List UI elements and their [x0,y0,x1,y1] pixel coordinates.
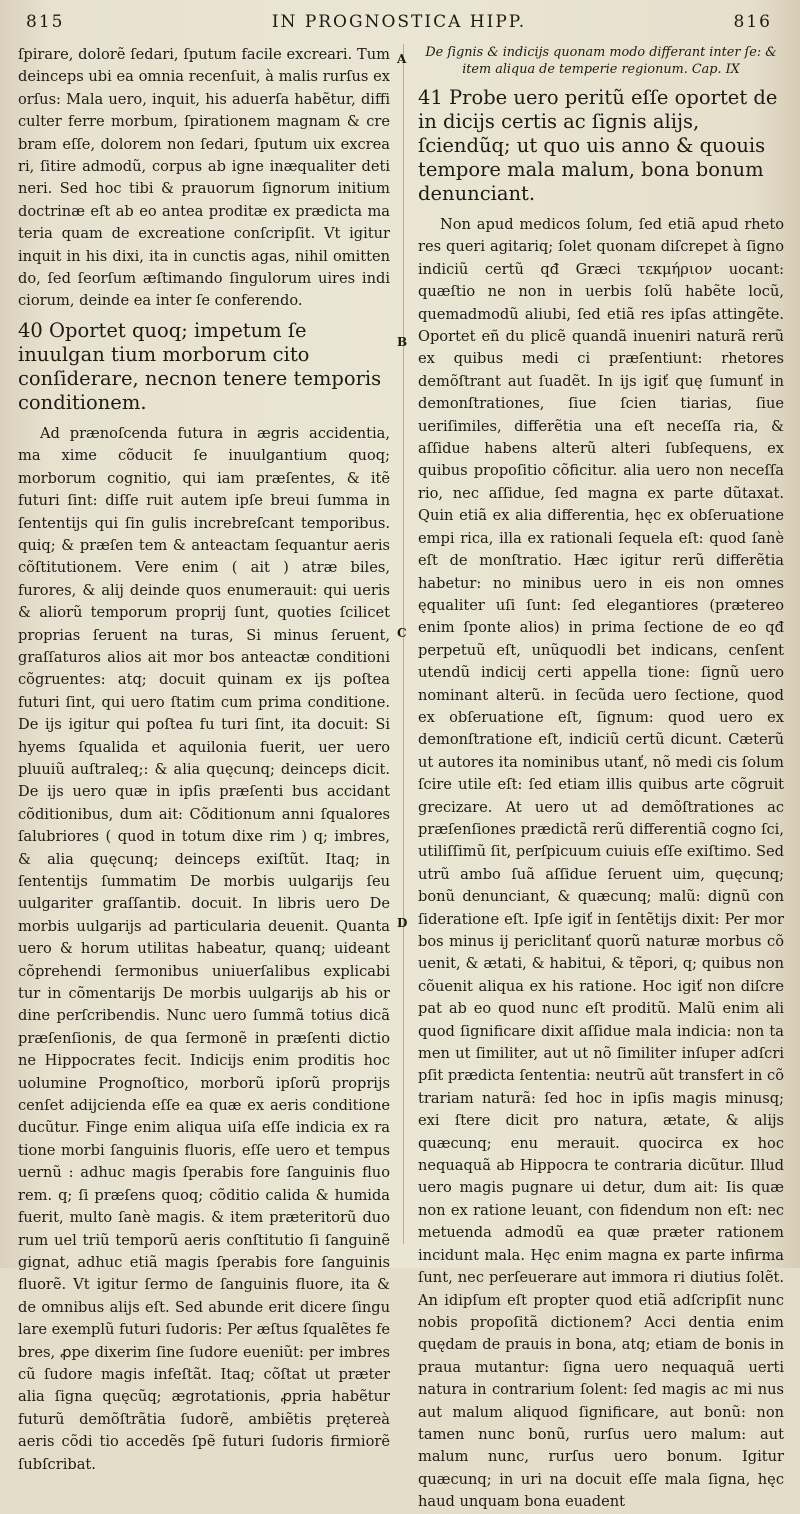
margin-marker-c: C [397,626,407,640]
margin-marker-d: D [397,916,408,930]
left-paragraph-1: ſpirare, dolorẽ ſedari, ſputum facile excreari. Tum deinceps ubi ea omnia recenſuit, à malis rurſus ex orſus: Mala uero, inquit, his aduerſa habẽtur, diffi culter ferre morbum, ſpirationem magnam & cre bram eſſe, dolorem non ſedari, ſputum uix excrea ri, ſitire admodũ, corpus ab igne inæqualiter deti neri. Sed hoc tibi & prauorum ſignorum initium doctrinæ eſt ab eo antea proditæ ex prædicta ma teria quam de excreatione conſcripſit. Vt igitur inquit in his dixi, ita in cunctis agas, nihil omitten do, ſed ſeorſum æſtimando ſingulorum uires indi ciorum, deinde ea inter ſe conferendo. [18,46,390,310]
right-paragraph-1: Non apud medicos ſolum, ſed etiã apud rheto res queri agitariq; ſolet quonam diſcrepet à ſigno indiciũ certũ qđ Græci τεκμήριον uocant: quæſtio ne non in uerbis ſolũ habẽte locũ, quemadmodũ aliubi, ſed etiã res ipſas attingẽte. Oportet eñ du plicẽ quandã inueniri naturã rerũ ex quibus medi ci præſentiunt: rhetores demõſtrant aut ſuadẽt. In ijs igiť quę ſumunť in demonſtrationes, ſiue ſcien tiarias, ſiue ueriſimiles, differẽtia una eſt neceſſa ria, & aſſidue habens alterũ alteri ſubſequens, ex quibus propoſitio cõficitur. alia uero non neceſſa rio, nec aſſidue, ſed magna ex parte dũtaxat. Quin etiã ex alia differentia, hęc ex obſeruatione empi rica, illa ex rationali ſequela eſt: quod ſanè eſt de monſtratio. Hæc igitur rerũ differẽtia habetur: no minibus uero in eis non omnes ęqualiter uſi ſunt: ſed elegantiores (prætereo enim ſponte alios) in prima ſectione de eo qđ perpetuũ eſt, unũquodli bet indicans, cenſent utendũ indicij certi appella tione: ſignũ uero nominant alterũ. in ſecũda uero ſectione, quod ex obſeruatione eſt, ſignum: quod uero ex demonſtratione eſt, indiciũ certũ dicunt. Cæterũ ut autores ita nominibus utanť, nõ medi cis ſolum ſcire utile eſt: ſed etiam illis quibus arte cõgruit grecizare. At uero ut ad demõſtrationes ac præſenſiones prædictã rerũ differentiã cogno ſci, utiliſſimũ ſit, perſpicuum cuiuis eſſe exiſtimo. Sed utrũ ambo ſuã aſſidue ſeruent uim, quęcunq; bonũ denunciant, & quæcunq; malũ: dignũ con ſideratione eſt. Ipſe igiť in ſentẽtijs dixit: Per mor bos minus ij periclitanť quorũ naturæ morbus cõ uenit, & ætati, & habitui, & tẽpori, q; quibus non cõuenit aliqua ex his ratione. Hoc igiť non diſcre pat ab eo quod nunc eſt proditũ. Malũ enim ali quod ſignificare dixit aſſidue mala indicia: non ta men ut ſimiliter, aut ut nõ ſimiliter inſuper adſcri pſit prædicta ſententia: neutrũ aũt transfert in cõ trariam naturã: ſed hoc in ipſis magis minusq; exi ſtere dicit pro natura, ætate, & alijs quæcunq; enu merauit. quocirca ex hoc nequaquã ab Hippocra te contraria dicũtur. Illud uero magis pugnare ui detur, dum ait: Iis quæ non ex ratione leuant, con fidendum non eſt: nec metuenda admodũ ea quæ præter rationem incidunt mala. Hęc enim magna ex parte infirma ſunt, nec perſeuerare aut immora ri diutius ſolẽt. An idipſum eſt propter quod etiã adſcripſit nunc nobis propoſitã dictionem? Acci dentia enim quędam de prauis in bona, atq; etiam de bonis in praua mutantur: ſigna uero nequaquã uerti natura in contrarium ſolent: ſed magis ac mi nus aut malum aliquod ſignificare, aut bonũ: non tamen nunc bonũ, rurſus uero malum: aut malum nunc, rurſus uero bonum. Igitur quæcunq; in uri na docuit eſſe mala ſigna, hęc haud unquam bona euadent [418,216,784,1511]
section-41-heading: 41 Probe uero peritũ eſſe oportet de in dicijs certis ac ſignis alijs, ſciendũq; ut quo uis anno & quouis tempore mala malum, bona bonum denunciant. [418,86,778,205]
page-number-right: 816 [733,12,772,32]
running-title: IN PROGNOSTICA HIPP. [271,12,527,32]
left-column [18,44,390,1473]
running-header [26,12,772,36]
left-paragraph-2: Ad prænoſcenda futura in ægris accidentia, ma xime cõducit ſe inuulgantium quoq; morborum cognitio, qui iam præſentes, & itẽ futuri ſint: diſſe ruit autem ipſe breui ſumma in ſententijs qui ſin gulis increbreſcant temporibus. quiq; & præſen tem & anteactam ſequantur aeris cõſtitutionem. Vere enim ( ait ) atræ biles, furores, & alij deinde quos enumerauit: qui ueris & aliorũ temporum proprij ſunt, quoties ſcilicet proprias ſeruent na turas, Si minus ſeruent, graſſaturos alios ait mor bos anteactæ conditioni cõgruentes: atq; docuit quinam ex ijs poſtea futuri ſint, qui uero ſtatim cum prima conditione. De ijs igitur qui poſtea fu turi ſint, ita docuit: Si hyems ſqualida et aquilonia fuerit, uer uero pluuiũ auſtraleq;: & alia quęcunq; deinceps dicit. De ijs uero quæ in ipſis præſenti bus accidant cõditionibus, dum ait: Cõditionum anni ſqualores ſalubriores ( quod in totum dixe rim ) q; imbres, & alia quęcunq; deinceps exiſtũt. Itaq; in ſententijs ſummatim De morbis uulgarijs ſeu uulgariter graſſantib. docuit. In libris uero De morbis uulgarijs ad particularia deuenit. Quanta uero & horum utilitas habeatur, quanq; uideant cõprehendi ſermonibus uniuerſalibus explicabi tur in cõmentarijs De morbis uulgarijs ab his or dine perſcribendis. Nunc uero ſummã totius dicã præſenſionis, de qua ſermonẽ in præſenti dictio ne Hippocrates fecit. Indicijs enim proditis hoc uolumine Prognoſtico, morborũ ipſorũ proprijs cenſet adijcienda eſſe ea quæ ex aeris conditione ducũtur. Finge enim aliqua uiſa eſſe indicia ex ra tione morbi ſanguinis fluoris, eſſe uero et tempus uernũ : adhuc magis ſperabis fore ſanguinis fluo rem. q; ſi præſens quoq; cõditio calida & humida fuerit, multo ſanè magis. & item præteritorũ duo rum uel triũ temporũ aeris conſtitutio ſi ſanguinẽ gignat, adhuc etiã magis ſperabis fore ſanguinis fluorẽ. Vt igitur ſermo de ſanguinis fluore, ita & de omnibus alijs eſt. Sed abunde erit dicere ſingu lare exemplũ futuri ſudoris: Per æſtus ſqualẽtes fe bres, ꝓpe dixerim ſine ſudore eueniũt: per imbres cũ ſudore magis infeſtãt. Itaq; cõſtat ut præter alia ſigna quęcũq; ægrotationis, ꝓpria habẽtur futurũ demõſtrãtia ſudorẽ, ambiẽtis prętereà aeris cõdi tio accedẽs ſpẽ futuri ſudoris firmiorẽ ſubſcribat. [18,424,390,1473]
chapter-heading: De ſignis & indicijs quonam modo differant inter ſe: & item aliqua de temperie regionum. Cap. IX [425,45,777,77]
margin-marker-a: A [397,52,407,66]
right-column [418,44,784,1511]
page-number-left: 815 [26,12,65,32]
column-divider [403,44,404,1244]
section-40-heading: 40 Oportet quoq; impetum ſe inuulgan tium morborum cito conſiderare, necnon tenere temporis conditionem. [18,318,382,414]
margin-marker-b: B [397,335,408,349]
